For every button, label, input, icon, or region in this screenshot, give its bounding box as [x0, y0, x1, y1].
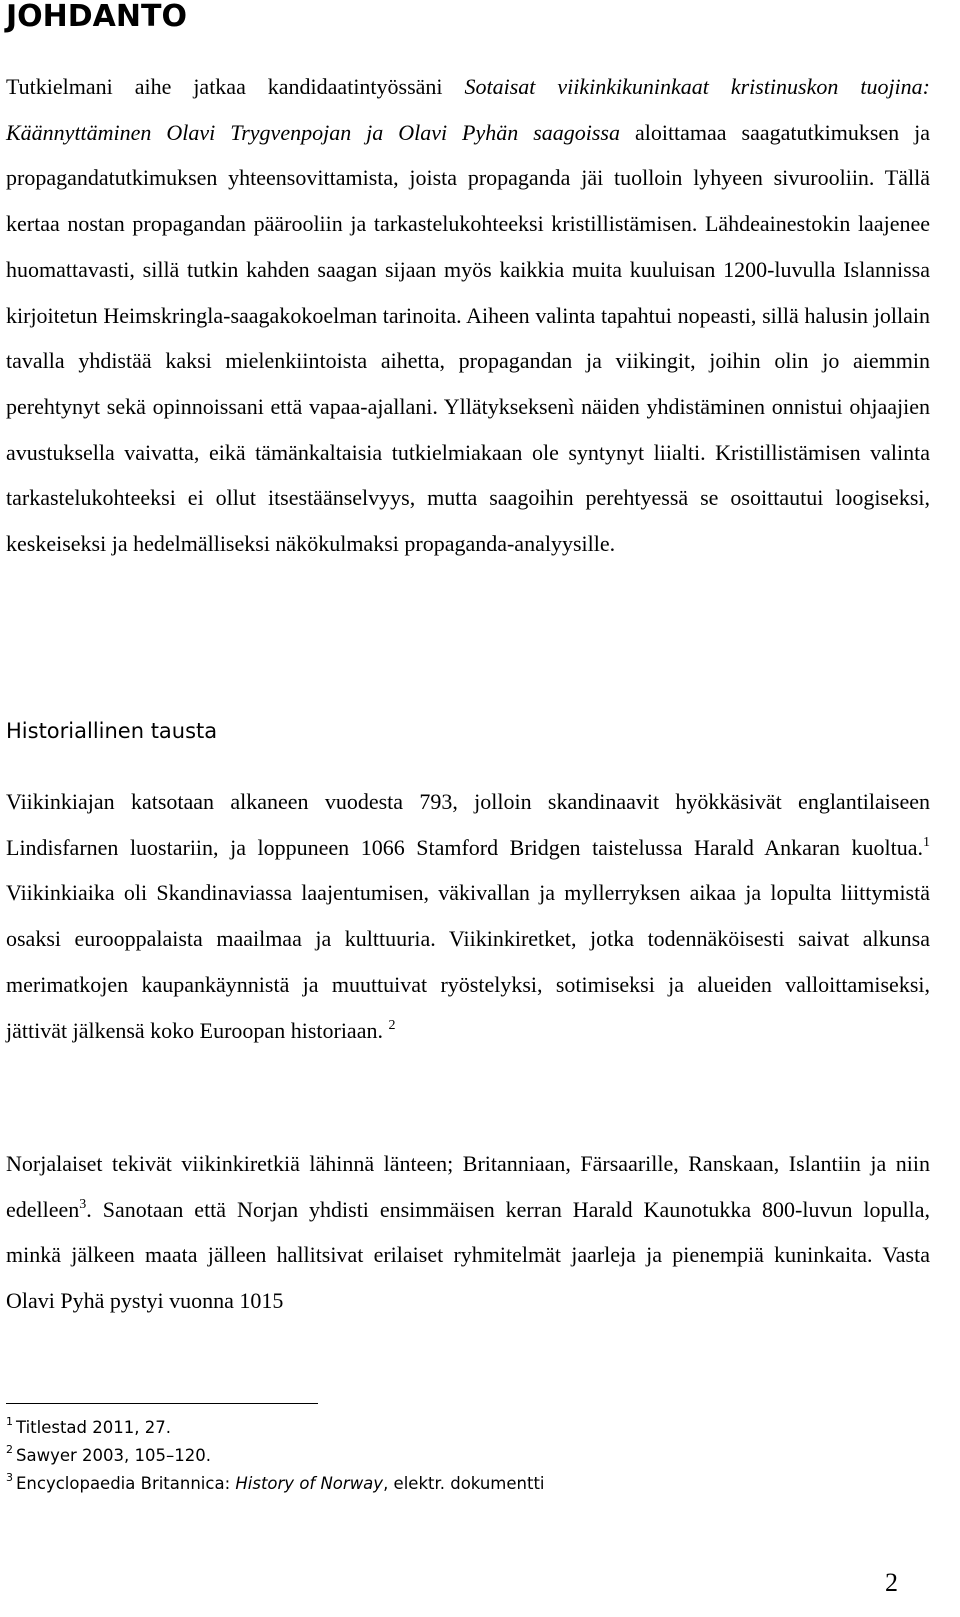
- footnote-3: [6, 1470, 906, 1498]
- intro-text-after: aloittamaa saagatutkimuksen ja propagandatutkimuksen yhteensovittamista, joista propaganda jäi tuolloin lyhyeen sivurooliin. Tällä kertaa nostan propagandan päärooliin ja tarkastelukohteeksi kristillistämisen. Lähdeainestokin laajenee huomattavasti, sillä tutkin kahden saagan sijaan myös kaikkia muita kuuluisan 1200-luvulla Islannissa kirjoitetun Heimskringla-saagakokoelman tarinoita. Aiheen valinta tapahtui nopeasti, sillä halusin jollain tavalla yhdistää kaksi mielenkiintoista aihetta, propagandan ja viikingit, joihin olin jo aiemmin perehtynyt sekä opinnoissani että vapaa-ajallani. Yllätykseksenì näiden yhdistäminen onnistui ohjaajien avustuksella vaivatta, eikä tämänkaltaisia tutkielmiakaan ole syntynyt liialti. Kristillistämisen valinta tarkastelukohteeksi ei ollut itsestäänselvyys, mutta saagoihin perehtyessä se osoittautui loogiseksi, keskeiseksi ja hedelmälliseksi näkökulmaksi propaganda-analyysille.: [6, 119, 930, 557]
- footnote-2: [6, 1442, 906, 1470]
- footnote-ref-3[interactable]: 3: [79, 1196, 87, 1212]
- chapter-heading: JOHDANTO: [6, 0, 187, 34]
- thesis-title: Sotaisat viikinkikuninkaat kristinuskon tuojina: Käännyttäminen Olavi Trygvenpojan ja Olavi Pyhän saagoissa: [6, 74, 930, 145]
- footnote-text: Sawyer 2003, 105–120.: [16, 1446, 211, 1465]
- history-p1-text-a: Viikinkiajan katsotaan alkaneen vuodesta 793, jolloin skandinaavit hyökkäsivät englantilaiseen Lindisfarnen luostariin, ja loppuneen 1066 Stamford Bridgen taistelussa Harald Ankaran kuoltua.: [6, 789, 930, 860]
- footnote-text: Titlestad 2011, 27.: [16, 1418, 171, 1437]
- history-paragraph-2: [6, 1141, 930, 1324]
- intro-paragraph: [6, 64, 930, 567]
- history-p2-text-a: Norjalaiset tekivät viikinkiretkiä lähinnä länteen; Britanniaan, Färsaarille, Ranskaan, Islantiin ja niin edelleen: [6, 1151, 930, 1222]
- footnote-text: Encyclopaedia Britannica:: [16, 1474, 236, 1493]
- footnote-text-after: , elektr. dokumentti: [383, 1474, 545, 1493]
- footnote-number: 2: [6, 1443, 13, 1456]
- history-paragraph-1: [6, 779, 930, 1053]
- footnote-ref-1[interactable]: 1: [923, 834, 930, 850]
- footnote-1: [6, 1414, 906, 1442]
- page-number: 2: [885, 1568, 898, 1597]
- footnote-work-title: History of Norway: [235, 1474, 384, 1493]
- intro-text-before: Tutkielmani aihe jatkaa kandidaatintyössäni: [6, 74, 465, 99]
- history-p2-text-b: . Sanotaan että Norjan yhdisti ensimmäisen kerran Harald Kaunotukka 800-luvun lopulla, minkä jälkeen maata jälleen hallitsivat erilaiset ryhmitelmät jaarleja ja pienempiä kuninkaita. Vasta Olavi Pyhä pystyi vuonna 1015: [6, 1196, 930, 1314]
- footnote-ref-2[interactable]: 2: [388, 1017, 396, 1033]
- footnotes: [6, 1414, 906, 1498]
- footnote-number: 1: [6, 1415, 13, 1428]
- footnote-number: 3: [6, 1471, 13, 1484]
- history-p1-text-b: Viikinkiaika oli Skandinaviassa laajentumisen, väkivallan ja myllerryksen aikaa ja lopulta liittymistä osaksi eurooppalaista maailmaa ja kulttuuria. Viikinkiretket, jotka todennäköisesti saivat alkunsa merimatkojen kaupankäynnistä ja muuttuivat ryöstelyksi, sotimiseksi ja alueiden valloittamiseksi, jättivät jälkensä koko Euroopan historiaan.: [6, 880, 930, 1043]
- section-heading: Historiallinen tausta: [6, 719, 218, 743]
- footnote-separator: [6, 1403, 318, 1404]
